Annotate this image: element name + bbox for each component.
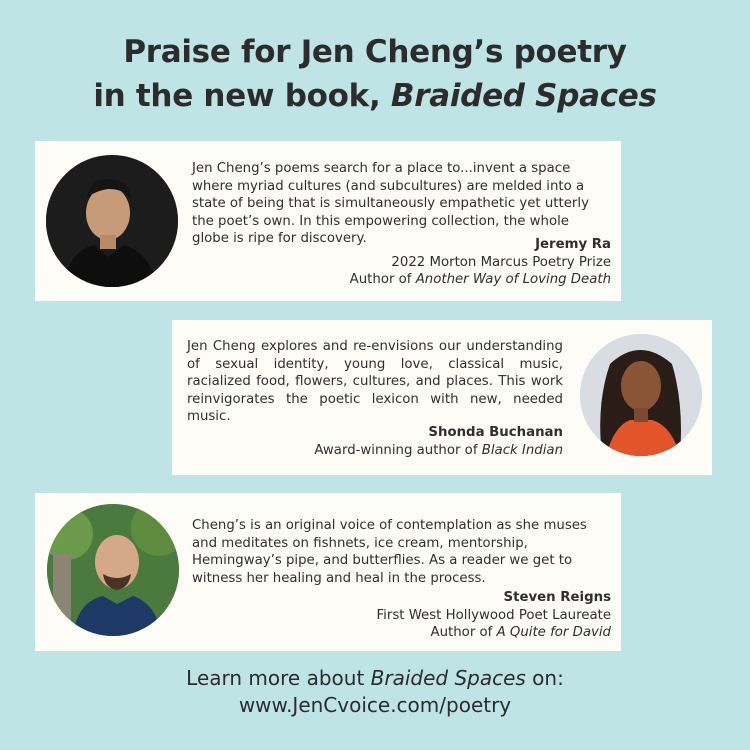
book-title: Black Indian: [481, 442, 563, 458]
title-book: Braided Spaces: [390, 78, 657, 114]
footer-suffix: on:: [525, 666, 564, 690]
avatar-jeremy-ra: [46, 155, 178, 287]
footer-cta: [0, 665, 750, 719]
author-name: Shonda Buchanan: [428, 425, 563, 440]
footer-url: www.JenCvoice.com/poetry: [238, 693, 512, 717]
testimonial-quote: Jen Cheng explores and re-envisions our understanding of sexual identity, young love, classical music, racialized food, flowers, cultures, and places. This work reinvigorates the poetic lexicon with new, needed music.: [187, 339, 563, 425]
testimonial-quote: Cheng’s is an original voice of contemplation as she muses and meditates on fishnets, ice cream, mentorship, Hemingway’s pipe, and butterflies. As a reader we get to witness her healing and heal in the process.: [192, 518, 587, 586]
author-credit-prefix: Author of: [430, 625, 497, 641]
testimonial-attribution: [314, 424, 563, 459]
testimonial-card-steven-reigns: [35, 493, 621, 651]
author-credit-book: [350, 271, 611, 289]
author-credit-book: [376, 624, 611, 642]
footer-book-title: Braided Spaces: [370, 666, 526, 690]
avatar-steven-reigns: [47, 504, 179, 636]
footer-prefix: Learn more about: [186, 666, 371, 690]
author-credit: 2022 Morton Marcus Poetry Prize: [391, 254, 611, 270]
title-line-2: [0, 74, 750, 118]
title-line-1: Praise for Jen Cheng’s poetry: [123, 34, 627, 70]
author-credit-prefix: Author of: [349, 272, 416, 288]
author-credit-prefix: Award-winning author of: [314, 442, 482, 458]
portrait-steven-reigns-image: [47, 504, 179, 636]
avatar-shonda-buchanan: [580, 334, 702, 456]
testimonial-attribution: [350, 236, 611, 289]
portrait-shonda-buchanan-image: [580, 334, 702, 456]
footer-line-1: [0, 665, 750, 692]
portrait-jeremy-ra-image: [46, 155, 178, 287]
author-name: Jeremy Ra: [535, 237, 611, 252]
testimonial-card-shonda-buchanan: [172, 320, 712, 475]
author-name: Steven Reigns: [503, 590, 611, 605]
title-prefix: in the new book,: [93, 78, 391, 114]
testimonial-attribution: [376, 589, 611, 642]
author-credit: First West Hollywood Poet Laureate: [376, 607, 611, 623]
testimonial-card-jeremy-ra: [35, 141, 621, 301]
author-credit-book: [314, 442, 563, 460]
page-title: [0, 30, 750, 118]
book-title: Another Way of Loving Death: [415, 272, 611, 288]
book-title: A Quite for David: [496, 625, 611, 641]
testimonial-quote: Jen Cheng’s poems search for a place to...invent a space where myriad cultures (and subcultures) are melded into a state of being that is simultaneously empathetic yet utterly the poet’s own. In this empowering collection, the whole globe is ripe for discovery.: [192, 161, 589, 247]
